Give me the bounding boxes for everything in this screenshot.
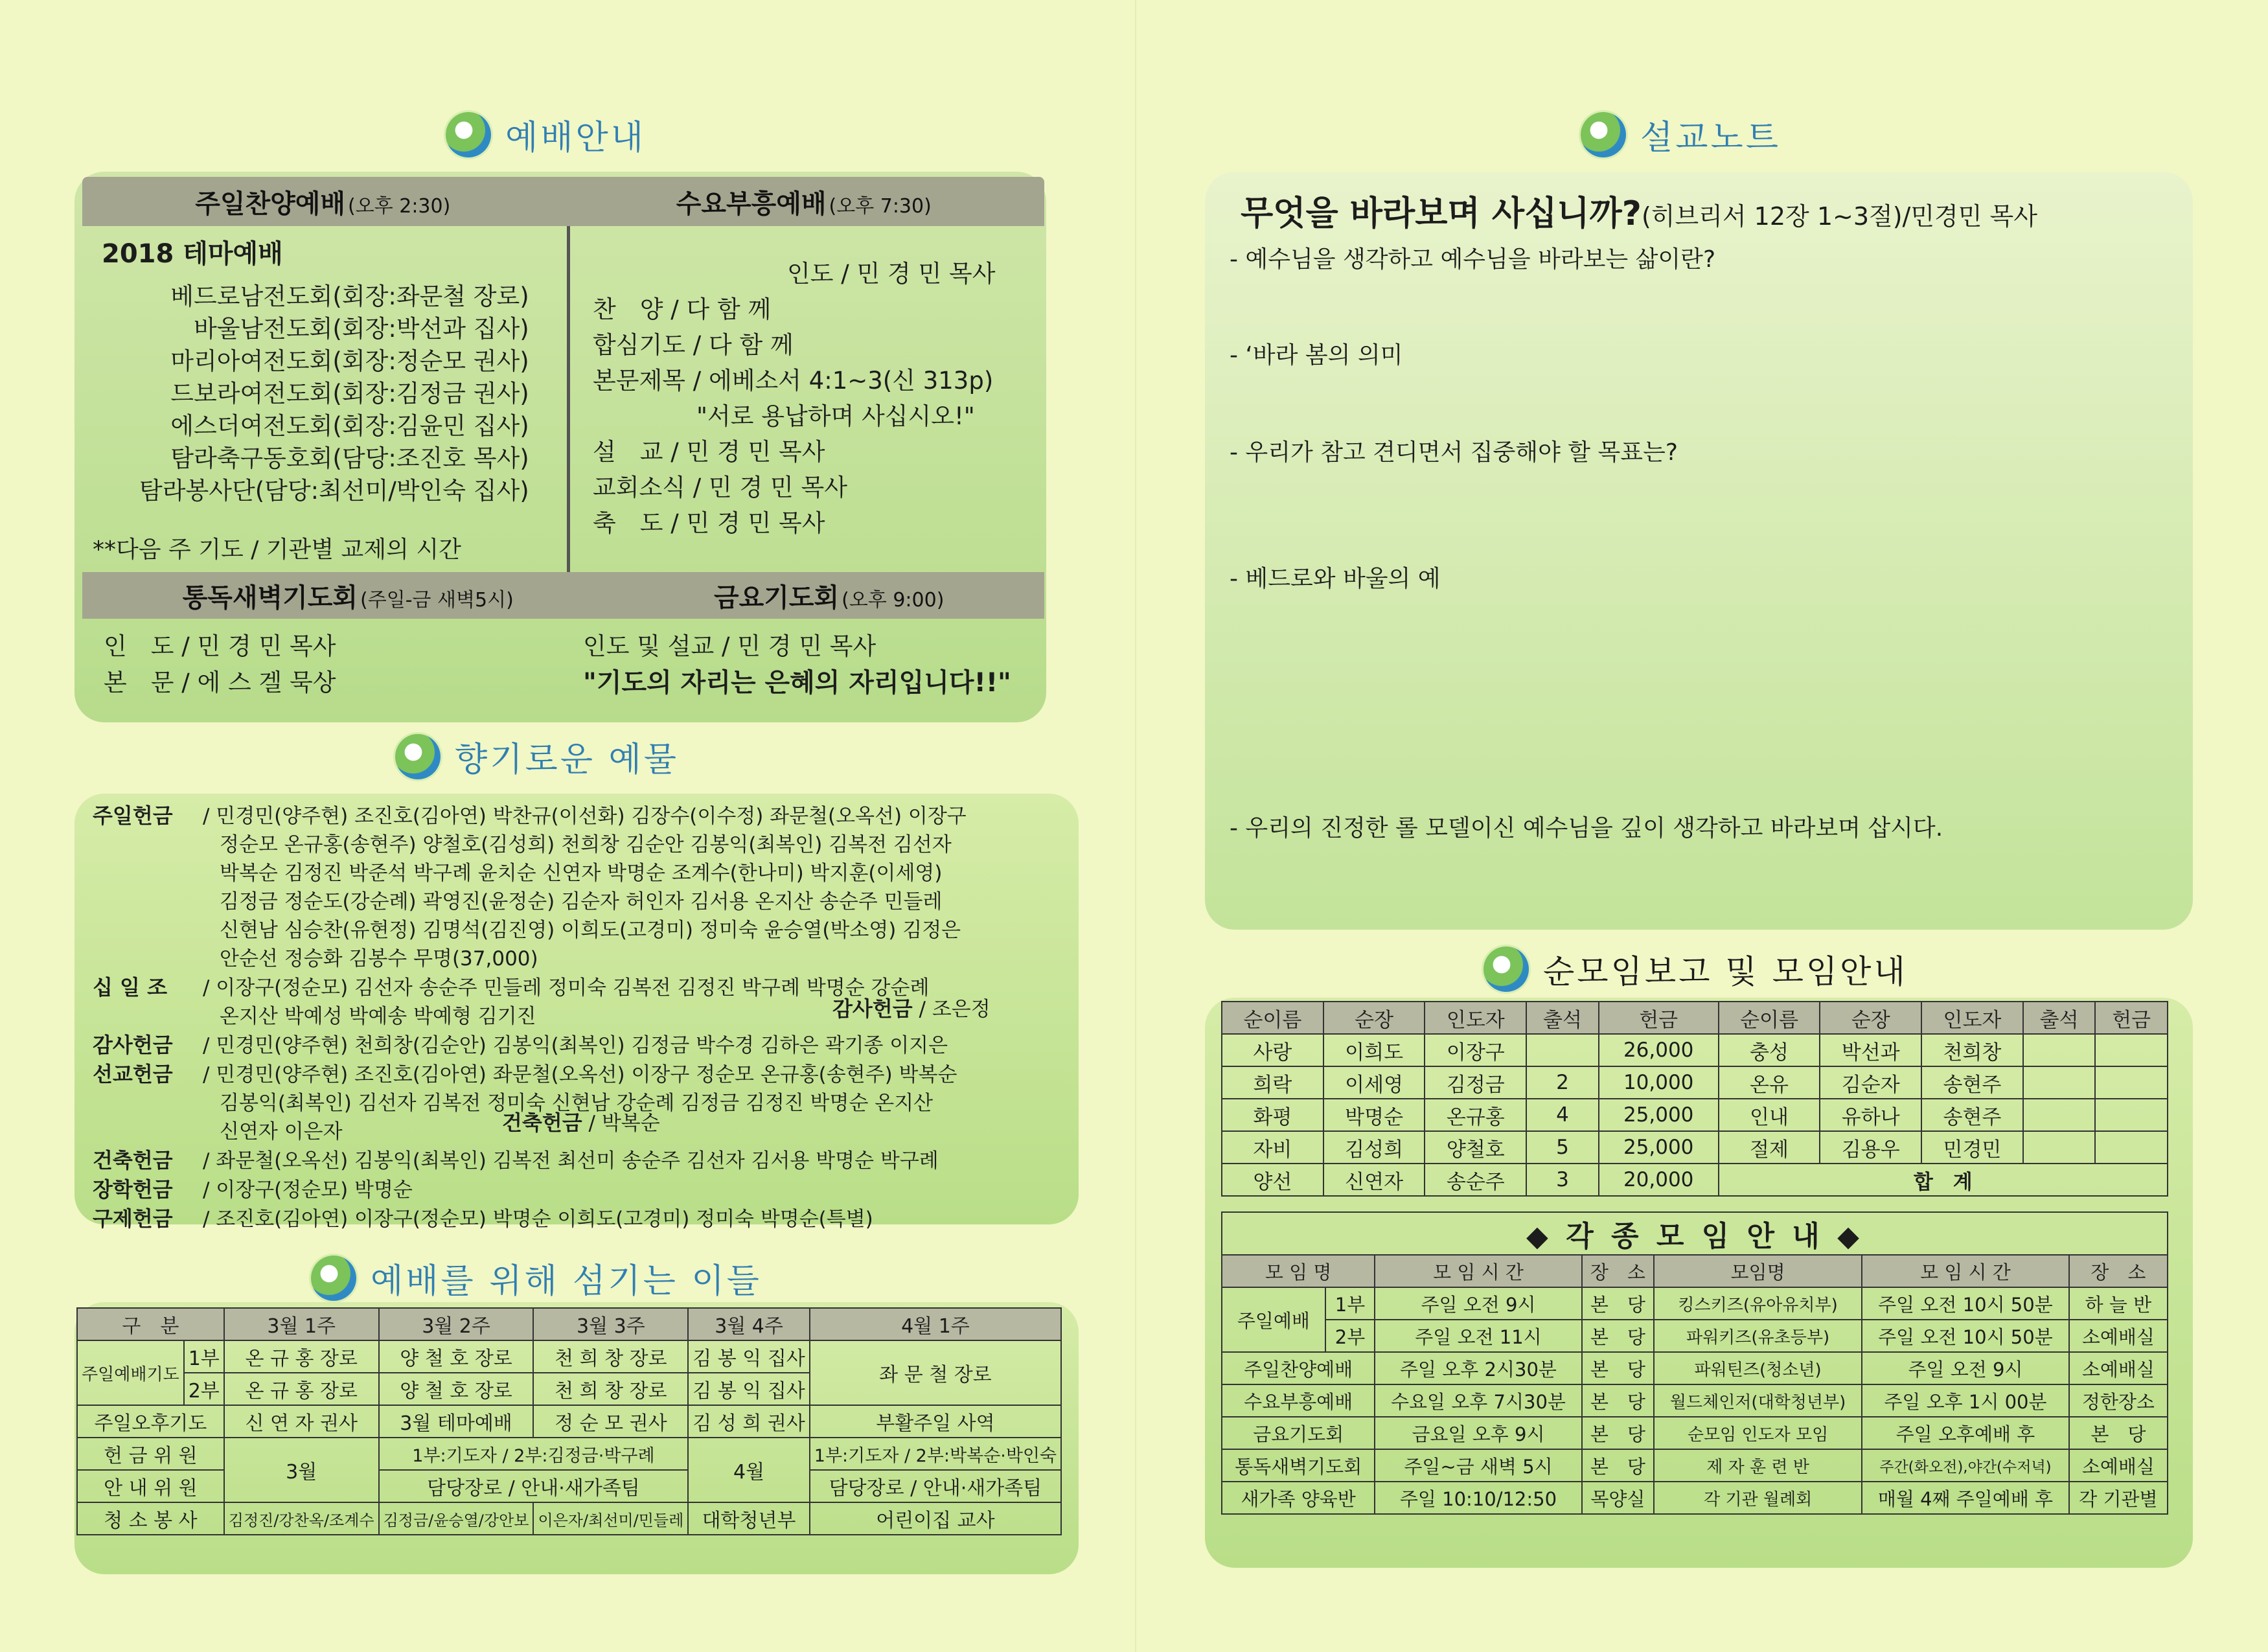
sermon-point: - ‘바라 봄의 의미	[1230, 342, 1403, 369]
offering-names: 정순모 온규홍(송현주) 양철호(김성희) 천희창 김순안 김봉익(최복인) 김복전 김선자	[220, 833, 952, 856]
worship-header-bar	[82, 177, 1044, 226]
cell: 정한장소	[2069, 1384, 2168, 1417]
cell: 25,000	[1599, 1099, 1719, 1131]
cell: 김 봉 익 집사	[688, 1340, 810, 1373]
cell: 주일예배	[1222, 1287, 1325, 1352]
cell: 정 순 모 권사	[533, 1405, 688, 1438]
cell	[2023, 1099, 2096, 1131]
cell	[2095, 1131, 2168, 1164]
church-logo-icon	[395, 734, 441, 779]
group-item: 탐라봉사단(담당:최선미/박인숙 집사)	[139, 477, 529, 505]
cell: 신 연 자 권사	[224, 1405, 379, 1438]
cell: 파워틴즈(청소년)	[1654, 1352, 1862, 1384]
cell: 이은자/최선미/민들레	[533, 1502, 688, 1535]
cell	[2023, 1131, 2096, 1164]
cell: 주일찬양예배	[1222, 1352, 1375, 1384]
cell: 소예배실	[2069, 1352, 2168, 1384]
sermon-reference: (히브리서 12장 1~3절)/민경민 목사	[1641, 202, 2037, 231]
offering-names: / 이장구(정순모) 김선자 송순주 민들레 정미숙 김복전 김정진 박구례 박명순 강순례	[203, 976, 930, 1000]
cell: 천 희 창 장로	[533, 1373, 688, 1405]
cell: 3월 테마예배	[379, 1405, 534, 1438]
cell: 송현주	[1921, 1066, 2023, 1099]
offering-names: / 좌문철(오옥선) 김봉익(최복인) 김복전 최선미 송순주 김선자 김서용 박명순 박구례	[203, 1149, 939, 1173]
offering-names: 김봉익(최복인) 김선자 김복전 정미숙 신현남 강순례 김정금 김정진 박명순 온지산	[220, 1092, 934, 1115]
offering-names: 안순선 정승화 김봉수 무명(37,000)	[220, 947, 538, 970]
cell: 5	[1526, 1131, 1599, 1164]
cell-title-text: 순모임보고 및 모임안내	[1543, 953, 1908, 991]
cell: 4월	[688, 1438, 810, 1502]
order-line: "서로 용납하며 사십시오!"	[696, 402, 975, 430]
fold-line	[1135, 0, 1136, 1652]
th: 3월 1주	[224, 1308, 379, 1340]
offering-names: 신연자 이은자	[220, 1120, 343, 1143]
worship-divider	[567, 226, 570, 608]
th: 인도자	[1425, 1002, 1526, 1034]
cell: 3	[1526, 1164, 1599, 1196]
cell: 사랑	[1222, 1034, 1323, 1066]
table-row	[1222, 1482, 2168, 1514]
cell: 주일 오후 1시 00분	[1862, 1384, 2069, 1417]
cell: 새가족 양육반	[1222, 1482, 1375, 1514]
cell: 주일 오전 10시 50분	[1862, 1320, 2069, 1352]
cell: 주일 오전 11시	[1375, 1320, 1581, 1352]
th: 모임명	[1654, 1255, 1862, 1287]
cell: 이세영	[1323, 1066, 1425, 1099]
cell: 주일 오후 2시30분	[1375, 1352, 1581, 1384]
group-item: 베드로남전도회(회장:좌문철 장로)	[170, 282, 529, 310]
table-row	[1222, 1066, 2168, 1099]
cell: 김 봉 익 집사	[688, 1373, 810, 1405]
cell: 안 내 위 원	[77, 1470, 224, 1502]
cell: 통독새벽기도회	[1222, 1449, 1375, 1482]
th: 4월 1주	[810, 1308, 1061, 1340]
cell: 본 당	[1582, 1417, 1654, 1449]
order-line: 교회소식 / 민 경 민 목사	[593, 474, 847, 501]
dawn-line: 본 문 / 에 스 겔 묵상	[104, 669, 336, 696]
offering-names: / 이장구(정순모) 박명순	[203, 1178, 413, 1202]
order-line: 인도 / 민 경 민 목사	[787, 260, 996, 288]
cell: 담당장로 / 안내·새가족팀	[379, 1470, 689, 1502]
th: 출석	[2023, 1002, 2096, 1034]
servants-section-title	[311, 1254, 762, 1302]
table-row	[1222, 1034, 2168, 1066]
worship-section-title	[446, 110, 646, 159]
th: 모 임 시 간	[1375, 1255, 1581, 1287]
offering-panel	[74, 794, 1079, 1231]
cell: 주일 오전 9시	[1375, 1287, 1581, 1320]
th: 장 소	[1582, 1255, 1654, 1287]
servants-title-text: 예배를 위해 섬기는 이들	[371, 1262, 762, 1301]
church-logo-icon	[311, 1256, 356, 1301]
cell: 킹스키즈(유아유치부)	[1654, 1287, 1862, 1320]
cell: 헌 금 위 원	[77, 1438, 224, 1470]
cell: 1부:기도자 / 2부:김정금·박구례	[379, 1438, 689, 1470]
cell: 각 기관 월례회	[1654, 1482, 1862, 1514]
cell: 충성	[1719, 1034, 1820, 1066]
cell: 좌 문 철 장로	[810, 1340, 1061, 1405]
group-item: 탐라축구동호회(담당:조진호 목사)	[170, 444, 529, 472]
cell: 온유	[1719, 1066, 1820, 1099]
cell: 하 늘 반	[2069, 1287, 2168, 1320]
cell: 순모임 인도자 모임	[1654, 1417, 1862, 1449]
friday-line: 인도 및 설교 / 민 경 민 목사	[583, 632, 876, 660]
cell: 청 소 봉 사	[77, 1502, 224, 1535]
table-row	[1222, 1417, 2168, 1449]
cell: 본 당	[1582, 1320, 1654, 1352]
order-line: 합심기도 / 다 함 께	[593, 331, 794, 359]
cell: 주일 10:10/12:50	[1375, 1482, 1581, 1514]
cell: 온규홍	[1425, 1099, 1526, 1131]
th: 순장	[1820, 1002, 1921, 1034]
group-item: 마리아여전도회(회장:정순모 권사)	[170, 347, 529, 375]
cell: 화평	[1222, 1099, 1323, 1131]
order-line: 설 교 / 민 경 민 목사	[593, 438, 825, 466]
offering-label: 구제헌금	[93, 1206, 173, 1231]
cell	[2095, 1034, 2168, 1066]
cell: 2	[1526, 1066, 1599, 1099]
cell: 주일~금 새벽 5시	[1375, 1449, 1581, 1482]
cell: 김정진/강찬옥/조계수	[224, 1502, 379, 1535]
th: 순이름	[1719, 1002, 1820, 1034]
th: 인도자	[1921, 1002, 2023, 1034]
table-row	[1222, 1352, 2168, 1384]
group-item: 바울남전도회(회장:박선과 집사)	[193, 315, 529, 343]
offering-label: 선교헌금	[93, 1062, 173, 1086]
offering-line	[93, 1146, 967, 1175]
offering-names: / 민경민(양주현) 조진호(김아연) 박찬규(이선화) 김장수(이수정) 좌문철(오옥선) 이장구	[203, 805, 967, 828]
cell: 김순자	[1820, 1066, 1921, 1099]
cell: 25,000	[1599, 1131, 1719, 1164]
offering-line	[93, 1031, 967, 1060]
cell: 유하나	[1820, 1099, 1921, 1131]
offering-label: 주일헌금	[93, 803, 173, 828]
friday-slogan: "기도의 자리는 은혜의 자리입니다!!"	[583, 668, 1011, 698]
offering-label: 감사헌금	[93, 1033, 173, 1057]
cell: 온 규 홍 장로	[224, 1373, 379, 1405]
cell: 양 철 호 장로	[379, 1373, 534, 1405]
cell: 박선과	[1820, 1034, 1921, 1066]
cell: 본 당	[1582, 1352, 1654, 1384]
cell: 김 성 희 권사	[688, 1405, 810, 1438]
table-row	[1222, 1131, 2168, 1164]
cell	[2023, 1066, 2096, 1099]
dawn-line: 인 도 / 민 경 민 목사	[104, 632, 336, 660]
offering-line	[93, 831, 967, 859]
th: 순장	[1323, 1002, 1425, 1034]
cell: 절제	[1719, 1131, 1820, 1164]
servants-table	[76, 1307, 1062, 1535]
cell: 주간(화오전),야간(수저녁)	[1862, 1449, 2069, 1482]
offering-line	[93, 801, 967, 831]
offering-names: 온지산 박예성 박예송 박예형 김기진	[220, 1005, 536, 1028]
cell: 김성희	[1323, 1131, 1425, 1164]
th: 모 임 명	[1222, 1255, 1375, 1287]
offering-label: 건축헌금	[93, 1148, 173, 1173]
th: 3월 4주	[688, 1308, 810, 1340]
th: 장 소	[2069, 1255, 2168, 1287]
table-row	[1222, 1384, 2168, 1417]
cell: 월드체인저(대학청년부)	[1654, 1384, 1862, 1417]
worship-title-text: 예배안내	[505, 119, 646, 157]
cell: 1부	[1325, 1287, 1375, 1320]
worship-panel	[74, 172, 1046, 722]
order-line: 찬 양 / 다 함 께	[593, 295, 772, 323]
offering-names: / 민경민(양주현) 조진호(김아연) 좌문철(오옥선) 이장구 정순모 온규홍(송현주) 박복순	[203, 1063, 957, 1086]
order-line: 축 도 / 민 경 민 목사	[593, 509, 825, 537]
cell: 민경민	[1921, 1131, 2023, 1164]
group-item: 드보라여전도회(회장:김정금 권사)	[170, 380, 529, 407]
total-cell: 합 계	[1719, 1164, 2168, 1196]
cell: 주일 오후예배 후	[1862, 1417, 2069, 1449]
cell: 본 당	[1582, 1449, 1654, 1482]
cell-section-title	[1483, 946, 1908, 992]
church-logo-icon	[446, 112, 491, 157]
cell: 소예배실	[2069, 1320, 2168, 1352]
cell: 송현주	[1921, 1099, 2023, 1131]
th: 3월 2주	[379, 1308, 534, 1340]
offering-line	[93, 945, 967, 973]
offering-section-title	[395, 732, 679, 781]
cell: 금요일 오후 9시	[1375, 1417, 1581, 1449]
cell: 김용우	[1820, 1131, 1921, 1164]
offering-label: 장학헌금	[93, 1177, 173, 1202]
group-item: 에스더여전도회(회장:김윤민 집사)	[170, 412, 529, 440]
cell: 어린이집 교사	[810, 1502, 1061, 1535]
church-logo-icon	[1581, 112, 1626, 157]
cell-report-table	[1221, 1001, 2168, 1197]
cell: 천 희 창 장로	[533, 1340, 688, 1373]
cell: 박명순	[1323, 1099, 1425, 1131]
sermon-section-title	[1581, 110, 1781, 159]
offering-names: 박복순 김정진 박준석 박구례 윤치순 신연자 박명순 조계수(한나미) 박지훈(이세영)	[220, 862, 943, 885]
th: 출석	[1526, 1002, 1599, 1034]
cell: 양철호	[1425, 1131, 1526, 1164]
cell: 소예배실	[2069, 1449, 2168, 1482]
cell: 파워키즈(유초등부)	[1654, 1320, 1862, 1352]
cell: 본 당	[1582, 1287, 1654, 1320]
cell: 담당장로 / 안내·새가족팀	[810, 1470, 1061, 1502]
cell: 본 당	[2069, 1417, 2168, 1449]
offering-names: 김정금 정순도(강순례) 곽영진(윤정순) 김순자 허인자 김서용 온지산 송순주 민들레	[220, 890, 943, 913]
cell: 양 철 호 장로	[379, 1340, 534, 1373]
table-row	[1222, 1099, 2168, 1131]
cell: 양선	[1222, 1164, 1323, 1196]
th: 헌금	[1599, 1002, 1719, 1034]
sermon-point: - 베드로와 바울의 예	[1230, 566, 1441, 592]
sermon-heading-text: 무엇을 바라보며 사십니까?	[1241, 194, 1642, 233]
sermon-point: - 우리가 참고 견디면서 집중해야 할 목표는?	[1230, 439, 1678, 466]
next-week-note: **다음 주 기도 / 기관별 교제의 시간	[93, 536, 461, 563]
cell: 온 규 홍 장로	[224, 1340, 379, 1373]
th: 순이름	[1222, 1002, 1323, 1034]
cell: 본 당	[1582, 1384, 1654, 1417]
offering-inline-1: 감사헌금 / 조은정	[832, 996, 991, 1021]
table-row	[1222, 1449, 2168, 1482]
cell: 이희도	[1323, 1034, 1425, 1066]
cell: 2부	[184, 1373, 224, 1405]
group-list	[139, 281, 529, 507]
meetings-table	[1221, 1211, 2168, 1515]
dawn-prayer-lines	[104, 628, 336, 701]
cell: 신연자	[1323, 1164, 1425, 1196]
cell: 목양실	[1582, 1482, 1654, 1514]
cell: 수요부흥예배	[1222, 1384, 1375, 1417]
church-logo-icon	[1483, 946, 1529, 992]
th: 3월 3주	[533, 1308, 688, 1340]
wednesday-order	[593, 256, 995, 541]
offering-names: / 민경민(양주현) 천희창(김순안) 김봉익(최복인) 김정금 박수경 김하은 곽기종 이지은	[203, 1034, 948, 1057]
dawn-prayer-title: 통독새벽기도회 (주일-금 새벽5시)	[182, 582, 514, 613]
offering-line	[93, 916, 967, 945]
order-line: 본문제목 / 에베소서 4:1~3(신 313p)	[593, 367, 994, 395]
th: 모 임 시 간	[1862, 1255, 2069, 1287]
cell	[2095, 1066, 2168, 1099]
cell: 희락	[1222, 1066, 1323, 1099]
cell: 1부:기도자 / 2부:박복순·박인숙	[810, 1438, 1061, 1470]
friday-prayer-lines	[583, 628, 1011, 701]
offering-label: 십 일 조	[93, 975, 168, 1000]
cell: 주일오후기도	[77, 1405, 224, 1438]
offering-line	[93, 888, 967, 916]
cell: 10,000	[1599, 1066, 1719, 1099]
th: 구 분	[77, 1308, 224, 1340]
cell: 1부	[184, 1340, 224, 1373]
theme-worship: 2018 테마예배	[102, 239, 283, 269]
sermon-heading	[1241, 191, 2037, 236]
offering-line	[93, 1060, 967, 1089]
cell: 김정금/윤승열/강안보	[379, 1502, 534, 1535]
cell: 주일 오전 9시	[1862, 1352, 2069, 1384]
offering-names: 신현남 심승찬(유현정) 김명석(김진영) 이희도(고경미) 정미숙 윤승열(박소영) 김정은	[220, 919, 961, 942]
cell: 3월	[224, 1438, 379, 1502]
cell: 26,000	[1599, 1034, 1719, 1066]
cell: 인내	[1719, 1099, 1820, 1131]
cell: 2부	[1325, 1320, 1375, 1352]
friday-prayer-title: 금요기도회 (오후 9:00)	[713, 582, 945, 613]
cell: 이장구	[1425, 1034, 1526, 1066]
offering-inline-2: 건축헌금 / 박복순	[502, 1110, 660, 1135]
cell: 수요일 오후 7시30분	[1375, 1384, 1581, 1417]
cell: 주일예배기도	[77, 1340, 184, 1405]
cell: 대학청년부	[688, 1502, 810, 1535]
cell: 20,000	[1599, 1164, 1719, 1196]
cell: 김정금	[1425, 1066, 1526, 1099]
offering-line	[93, 1175, 967, 1204]
cell: 송순주	[1425, 1164, 1526, 1196]
wednesday-service-title: 수요부흥예배 (오후 7:30)	[676, 189, 932, 219]
cell	[2095, 1099, 2168, 1131]
cell: 매월 4째 주일예배 후	[1862, 1482, 2069, 1514]
cell: 각 기관별	[2069, 1482, 2168, 1514]
cell	[1526, 1034, 1599, 1066]
sermon-panel	[1205, 172, 2193, 930]
meetings-title: ◆ 각 종 모 임 안 내 ◆	[1222, 1212, 2168, 1255]
cell: 부활주일 사역	[810, 1405, 1061, 1438]
sermon-point: - 예수님을 생각하고 예수님을 바라보는 삶이란?	[1230, 246, 1716, 273]
sunday-service-title: 주일찬양예배 (오후 2:30)	[195, 189, 451, 219]
offering-line	[93, 1204, 967, 1233]
cell: 4	[1526, 1099, 1599, 1131]
cell: 제 자 훈 련 반	[1654, 1449, 1862, 1482]
prayer-header-bar	[82, 572, 1044, 619]
cell: 주일 오전 10시 50분	[1862, 1287, 2069, 1320]
table-row	[1222, 1164, 2168, 1196]
cell	[2023, 1034, 2096, 1066]
offering-names: / 조진호(김아연) 이장구(정순모) 박명순 이희도(고경미) 정미숙 박명순(특별)	[203, 1208, 873, 1231]
cell: 금요기도회	[1222, 1417, 1375, 1449]
cell: 천희창	[1921, 1034, 2023, 1066]
th: 헌금	[2095, 1002, 2168, 1034]
sermon-title-text: 설교노트	[1640, 119, 1781, 157]
sermon-point: - 우리의 진정한 롤 모델이신 예수님을 깊이 생각하고 바라보며 삽시다.	[1230, 815, 1943, 842]
offering-line	[93, 859, 967, 888]
cell: 자비	[1222, 1131, 1323, 1164]
offering-title-text: 향기로운 예물	[455, 740, 679, 779]
